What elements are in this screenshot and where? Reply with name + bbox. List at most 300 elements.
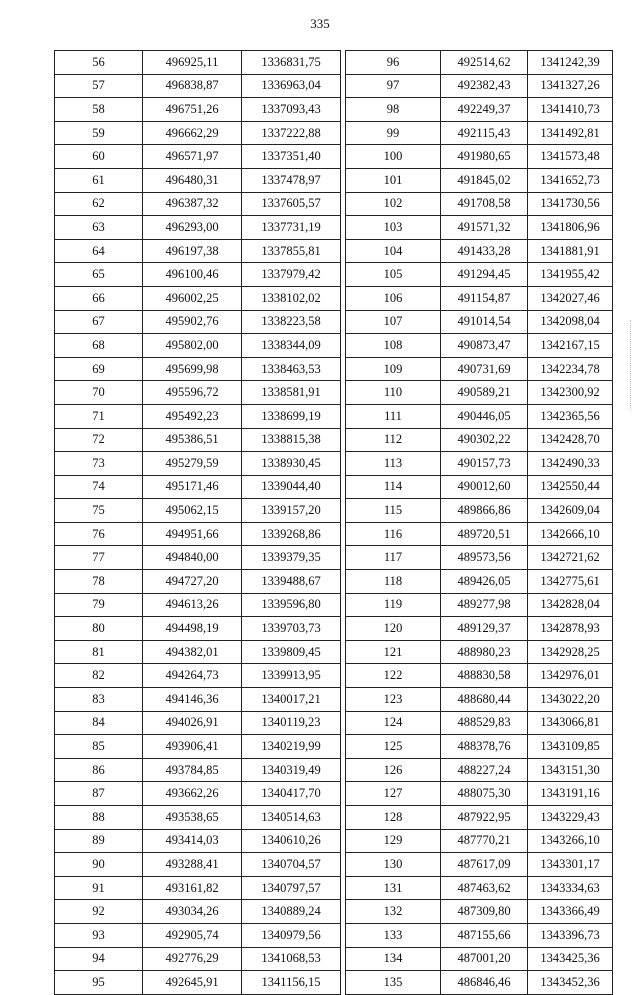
x-coordinate-cell: 488075,30 <box>441 782 528 806</box>
y-coordinate-cell: 1339809,45 <box>242 640 341 664</box>
table-row <box>346 74 613 98</box>
table-row <box>346 145 613 169</box>
x-coordinate-cell: 491294,45 <box>441 263 528 287</box>
y-coordinate-cell: 1339488,67 <box>242 570 341 594</box>
table-row <box>346 876 613 900</box>
x-coordinate-cell: 489573,56 <box>441 546 528 570</box>
y-coordinate-cell: 1342234,78 <box>528 357 613 381</box>
x-coordinate-cell: 490589,21 <box>441 381 528 405</box>
y-coordinate-cell: 1343452,36 <box>528 971 613 995</box>
x-coordinate-cell: 492249,37 <box>441 98 528 122</box>
point-number-cell: 92 <box>55 900 143 924</box>
table-row <box>346 310 613 334</box>
y-coordinate-cell: 1339044,40 <box>242 475 341 499</box>
point-number-cell: 116 <box>346 522 441 546</box>
table-row <box>346 688 613 712</box>
x-coordinate-cell: 496100,46 <box>143 263 242 287</box>
y-coordinate-cell: 1342775,61 <box>528 570 613 594</box>
y-coordinate-cell: 1337093,43 <box>242 98 341 122</box>
y-coordinate-cell: 1341156,15 <box>242 971 341 995</box>
table-row <box>55 121 341 145</box>
x-coordinate-cell: 495279,59 <box>143 452 242 476</box>
table-row <box>55 452 341 476</box>
y-coordinate-cell: 1339913,95 <box>242 664 341 688</box>
table-row <box>55 357 341 381</box>
y-coordinate-cell: 1340417,70 <box>242 782 341 806</box>
table-row <box>346 664 613 688</box>
y-coordinate-cell: 1341652,73 <box>528 168 613 192</box>
point-number-cell: 123 <box>346 688 441 712</box>
point-number-cell: 87 <box>55 782 143 806</box>
x-coordinate-cell: 495171,46 <box>143 475 242 499</box>
y-coordinate-cell: 1338463,53 <box>242 357 341 381</box>
y-coordinate-cell: 1340889,24 <box>242 900 341 924</box>
x-coordinate-cell: 490157,73 <box>441 452 528 476</box>
x-coordinate-cell: 492645,91 <box>143 971 242 995</box>
x-coordinate-cell: 491014,54 <box>441 310 528 334</box>
point-number-cell: 101 <box>346 168 441 192</box>
x-coordinate-cell: 494840,00 <box>143 546 242 570</box>
table-row <box>346 98 613 122</box>
table-row <box>55 98 341 122</box>
x-coordinate-cell: 496002,25 <box>143 286 242 310</box>
y-coordinate-cell: 1343425,36 <box>528 947 613 971</box>
y-coordinate-cell: 1339379,35 <box>242 546 341 570</box>
x-coordinate-cell: 493906,41 <box>143 735 242 759</box>
x-coordinate-cell: 491980,65 <box>441 145 528 169</box>
table-row <box>346 947 613 971</box>
table-row <box>346 381 613 405</box>
table-row <box>55 428 341 452</box>
point-number-cell: 120 <box>346 617 441 641</box>
x-coordinate-cell: 490446,05 <box>441 404 528 428</box>
x-coordinate-cell: 488529,83 <box>441 711 528 735</box>
point-number-cell: 81 <box>55 640 143 664</box>
x-coordinate-cell: 487770,21 <box>441 829 528 853</box>
y-coordinate-cell: 1342666,10 <box>528 522 613 546</box>
table-row <box>55 239 341 263</box>
table-row <box>346 829 613 853</box>
point-number-cell: 118 <box>346 570 441 594</box>
table-row <box>55 735 341 759</box>
margin-dotted-line <box>630 320 632 410</box>
point-number-cell: 79 <box>55 593 143 617</box>
x-coordinate-cell: 493288,41 <box>143 853 242 877</box>
y-coordinate-cell: 1343191,16 <box>528 782 613 806</box>
y-coordinate-cell: 1337979,42 <box>242 263 341 287</box>
point-number-cell: 66 <box>55 286 143 310</box>
table-row <box>55 688 341 712</box>
point-number-cell: 127 <box>346 782 441 806</box>
point-number-cell: 58 <box>55 98 143 122</box>
point-number-cell: 72 <box>55 428 143 452</box>
y-coordinate-cell: 1338930,45 <box>242 452 341 476</box>
point-number-cell: 112 <box>346 428 441 452</box>
point-number-cell: 108 <box>346 334 441 358</box>
y-coordinate-cell: 1343066,81 <box>528 711 613 735</box>
x-coordinate-cell: 490873,47 <box>441 334 528 358</box>
coordinates-table-right <box>345 50 613 995</box>
x-coordinate-cell: 496480,31 <box>143 168 242 192</box>
y-coordinate-cell: 1342027,46 <box>528 286 613 310</box>
table-row <box>346 640 613 664</box>
y-coordinate-cell: 1342721,62 <box>528 546 613 570</box>
table-row <box>346 711 613 735</box>
y-coordinate-cell: 1342300,92 <box>528 381 613 405</box>
table-row <box>346 121 613 145</box>
point-number-cell: 70 <box>55 381 143 405</box>
x-coordinate-cell: 494727,20 <box>143 570 242 594</box>
table-row <box>55 570 341 594</box>
table-row <box>55 947 341 971</box>
point-number-cell: 62 <box>55 192 143 216</box>
y-coordinate-cell: 1341242,39 <box>528 51 613 75</box>
point-number-cell: 90 <box>55 853 143 877</box>
x-coordinate-cell: 488680,44 <box>441 688 528 712</box>
y-coordinate-cell: 1341730,56 <box>528 192 613 216</box>
table-row <box>55 334 341 358</box>
table-row <box>346 357 613 381</box>
table-row <box>346 428 613 452</box>
point-number-cell: 64 <box>55 239 143 263</box>
y-coordinate-cell: 1343366,49 <box>528 900 613 924</box>
x-coordinate-cell: 488227,24 <box>441 758 528 782</box>
point-number-cell: 93 <box>55 923 143 947</box>
table-row <box>55 522 341 546</box>
point-number-cell: 129 <box>346 829 441 853</box>
x-coordinate-cell: 489129,37 <box>441 617 528 641</box>
table-row <box>346 570 613 594</box>
table-row <box>346 263 613 287</box>
x-coordinate-cell: 493414,03 <box>143 829 242 853</box>
table-row <box>55 546 341 570</box>
y-coordinate-cell: 1338223,58 <box>242 310 341 334</box>
point-number-cell: 125 <box>346 735 441 759</box>
y-coordinate-cell: 1338102,02 <box>242 286 341 310</box>
x-coordinate-cell: 489720,51 <box>441 522 528 546</box>
table-row <box>346 735 613 759</box>
y-coordinate-cell: 1343334,63 <box>528 876 613 900</box>
x-coordinate-cell: 493662,26 <box>143 782 242 806</box>
point-number-cell: 124 <box>346 711 441 735</box>
table-row <box>55 971 341 995</box>
point-number-cell: 134 <box>346 947 441 971</box>
point-number-cell: 113 <box>346 452 441 476</box>
table-row <box>346 475 613 499</box>
y-coordinate-cell: 1337731,19 <box>242 216 341 240</box>
table-row <box>55 829 341 853</box>
table-row <box>55 381 341 405</box>
y-coordinate-cell: 1339268,86 <box>242 522 341 546</box>
y-coordinate-cell: 1337478,97 <box>242 168 341 192</box>
x-coordinate-cell: 487922,95 <box>441 806 528 830</box>
table-row <box>55 404 341 428</box>
y-coordinate-cell: 1342976,01 <box>528 664 613 688</box>
point-number-cell: 80 <box>55 617 143 641</box>
point-number-cell: 104 <box>346 239 441 263</box>
y-coordinate-cell: 1340219,99 <box>242 735 341 759</box>
y-coordinate-cell: 1336963,04 <box>242 74 341 98</box>
point-number-cell: 133 <box>346 923 441 947</box>
table-row <box>55 923 341 947</box>
point-number-cell: 122 <box>346 664 441 688</box>
x-coordinate-cell: 495062,15 <box>143 499 242 523</box>
table-row <box>55 617 341 641</box>
x-coordinate-cell: 493034,26 <box>143 900 242 924</box>
x-coordinate-cell: 496293,00 <box>143 216 242 240</box>
x-coordinate-cell: 488980,23 <box>441 640 528 664</box>
x-coordinate-cell: 487155,66 <box>441 923 528 947</box>
point-number-cell: 91 <box>55 876 143 900</box>
point-number-cell: 75 <box>55 499 143 523</box>
point-number-cell: 97 <box>346 74 441 98</box>
point-number-cell: 63 <box>55 216 143 240</box>
point-number-cell: 65 <box>55 263 143 287</box>
x-coordinate-cell: 486846,46 <box>441 971 528 995</box>
point-number-cell: 84 <box>55 711 143 735</box>
table-row <box>346 452 613 476</box>
table-row <box>55 310 341 334</box>
point-number-cell: 88 <box>55 806 143 830</box>
x-coordinate-cell: 495802,00 <box>143 334 242 358</box>
y-coordinate-cell: 1341327,26 <box>528 74 613 98</box>
y-coordinate-cell: 1343266,10 <box>528 829 613 853</box>
point-number-cell: 117 <box>346 546 441 570</box>
x-coordinate-cell: 496662,29 <box>143 121 242 145</box>
y-coordinate-cell: 1342490,33 <box>528 452 613 476</box>
table-row <box>346 522 613 546</box>
y-coordinate-cell: 1338815,38 <box>242 428 341 452</box>
table-row <box>55 168 341 192</box>
point-number-cell: 59 <box>55 121 143 145</box>
table-row <box>55 853 341 877</box>
y-coordinate-cell: 1337351,40 <box>242 145 341 169</box>
x-coordinate-cell: 492115,43 <box>441 121 528 145</box>
y-coordinate-cell: 1343229,43 <box>528 806 613 830</box>
y-coordinate-cell: 1338581,91 <box>242 381 341 405</box>
y-coordinate-cell: 1342428,70 <box>528 428 613 452</box>
point-number-cell: 130 <box>346 853 441 877</box>
table-row <box>55 145 341 169</box>
x-coordinate-cell: 493538,65 <box>143 806 242 830</box>
table-row <box>346 192 613 216</box>
point-number-cell: 56 <box>55 51 143 75</box>
y-coordinate-cell: 1342550,44 <box>528 475 613 499</box>
point-number-cell: 60 <box>55 145 143 169</box>
point-number-cell: 115 <box>346 499 441 523</box>
y-coordinate-cell: 1338699,19 <box>242 404 341 428</box>
x-coordinate-cell: 493161,82 <box>143 876 242 900</box>
point-number-cell: 74 <box>55 475 143 499</box>
point-number-cell: 67 <box>55 310 143 334</box>
y-coordinate-cell: 1343301,17 <box>528 853 613 877</box>
x-coordinate-cell: 496838,87 <box>143 74 242 98</box>
point-number-cell: 110 <box>346 381 441 405</box>
x-coordinate-cell: 492514,62 <box>441 51 528 75</box>
y-coordinate-cell: 1343109,85 <box>528 735 613 759</box>
point-number-cell: 78 <box>55 570 143 594</box>
y-coordinate-cell: 1342167,15 <box>528 334 613 358</box>
table-row <box>55 192 341 216</box>
x-coordinate-cell: 488378,76 <box>441 735 528 759</box>
x-coordinate-cell: 496387,32 <box>143 192 242 216</box>
x-coordinate-cell: 495386,51 <box>143 428 242 452</box>
table-row <box>55 286 341 310</box>
y-coordinate-cell: 1341806,96 <box>528 216 613 240</box>
y-coordinate-cell: 1343022,20 <box>528 688 613 712</box>
table-row <box>55 74 341 98</box>
y-coordinate-cell: 1340704,57 <box>242 853 341 877</box>
y-coordinate-cell: 1340610,26 <box>242 829 341 853</box>
table-row <box>346 853 613 877</box>
table-row <box>346 334 613 358</box>
x-coordinate-cell: 489866,86 <box>441 499 528 523</box>
x-coordinate-cell: 496925,11 <box>143 51 242 75</box>
y-coordinate-cell: 1341955,42 <box>528 263 613 287</box>
x-coordinate-cell: 496751,26 <box>143 98 242 122</box>
point-number-cell: 111 <box>346 404 441 428</box>
table-row <box>55 664 341 688</box>
x-coordinate-cell: 490302,22 <box>441 428 528 452</box>
table-row <box>346 546 613 570</box>
point-number-cell: 77 <box>55 546 143 570</box>
x-coordinate-cell: 487001,20 <box>441 947 528 971</box>
y-coordinate-cell: 1340017,21 <box>242 688 341 712</box>
x-coordinate-cell: 492905,74 <box>143 923 242 947</box>
table-row <box>55 51 341 75</box>
x-coordinate-cell: 494498,19 <box>143 617 242 641</box>
y-coordinate-cell: 1336831,75 <box>242 51 341 75</box>
table-row <box>346 782 613 806</box>
x-coordinate-cell: 495492,23 <box>143 404 242 428</box>
table-row <box>55 711 341 735</box>
table-row <box>55 216 341 240</box>
point-number-cell: 96 <box>346 51 441 75</box>
table-row <box>346 286 613 310</box>
y-coordinate-cell: 1340797,57 <box>242 876 341 900</box>
table-row <box>55 640 341 664</box>
y-coordinate-cell: 1340319,49 <box>242 758 341 782</box>
point-number-cell: 102 <box>346 192 441 216</box>
point-number-cell: 89 <box>55 829 143 853</box>
point-number-cell: 68 <box>55 334 143 358</box>
x-coordinate-cell: 491433,28 <box>441 239 528 263</box>
x-coordinate-cell: 489277,98 <box>441 593 528 617</box>
x-coordinate-cell: 496197,38 <box>143 239 242 263</box>
y-coordinate-cell: 1343151,30 <box>528 758 613 782</box>
point-number-cell: 119 <box>346 593 441 617</box>
x-coordinate-cell: 490731,69 <box>441 357 528 381</box>
x-coordinate-cell: 495902,76 <box>143 310 242 334</box>
x-coordinate-cell: 494951,66 <box>143 522 242 546</box>
point-number-cell: 107 <box>346 310 441 334</box>
y-coordinate-cell: 1342928,25 <box>528 640 613 664</box>
y-coordinate-cell: 1342098,04 <box>528 310 613 334</box>
point-number-cell: 126 <box>346 758 441 782</box>
table-row <box>55 263 341 287</box>
point-number-cell: 135 <box>346 971 441 995</box>
table-row <box>346 900 613 924</box>
x-coordinate-cell: 496571,97 <box>143 145 242 169</box>
point-number-cell: 83 <box>55 688 143 712</box>
point-number-cell: 85 <box>55 735 143 759</box>
point-number-cell: 86 <box>55 758 143 782</box>
table-row <box>346 617 613 641</box>
point-number-cell: 57 <box>55 74 143 98</box>
point-number-cell: 121 <box>346 640 441 664</box>
point-number-cell: 73 <box>55 452 143 476</box>
point-number-cell: 132 <box>346 900 441 924</box>
point-number-cell: 82 <box>55 664 143 688</box>
y-coordinate-cell: 1342828,04 <box>528 593 613 617</box>
y-coordinate-cell: 1339596,80 <box>242 593 341 617</box>
point-number-cell: 109 <box>346 357 441 381</box>
table-row <box>55 806 341 830</box>
y-coordinate-cell: 1338344,09 <box>242 334 341 358</box>
x-coordinate-cell: 494613,26 <box>143 593 242 617</box>
y-coordinate-cell: 1343396,73 <box>528 923 613 947</box>
point-number-cell: 95 <box>55 971 143 995</box>
point-number-cell: 94 <box>55 947 143 971</box>
point-number-cell: 103 <box>346 216 441 240</box>
point-number-cell: 100 <box>346 145 441 169</box>
x-coordinate-cell: 488830,58 <box>441 664 528 688</box>
x-coordinate-cell: 495699,98 <box>143 357 242 381</box>
table-row <box>55 900 341 924</box>
y-coordinate-cell: 1340119,23 <box>242 711 341 735</box>
y-coordinate-cell: 1342609,04 <box>528 499 613 523</box>
x-coordinate-cell: 491571,32 <box>441 216 528 240</box>
table-row <box>346 168 613 192</box>
point-number-cell: 61 <box>55 168 143 192</box>
y-coordinate-cell: 1339703,73 <box>242 617 341 641</box>
x-coordinate-cell: 494264,73 <box>143 664 242 688</box>
y-coordinate-cell: 1342878,93 <box>528 617 613 641</box>
table-row <box>346 404 613 428</box>
table-row <box>55 876 341 900</box>
point-number-cell: 128 <box>346 806 441 830</box>
point-number-cell: 76 <box>55 522 143 546</box>
page-number: 335 <box>310 16 330 31</box>
y-coordinate-cell: 1339157,20 <box>242 499 341 523</box>
table-row <box>346 499 613 523</box>
point-number-cell: 114 <box>346 475 441 499</box>
x-coordinate-cell: 493784,85 <box>143 758 242 782</box>
y-coordinate-cell: 1342365,56 <box>528 404 613 428</box>
table-row <box>346 593 613 617</box>
table-row <box>346 51 613 75</box>
x-coordinate-cell: 494146,36 <box>143 688 242 712</box>
y-coordinate-cell: 1340514,63 <box>242 806 341 830</box>
x-coordinate-cell: 491154,87 <box>441 286 528 310</box>
table-row <box>55 475 341 499</box>
x-coordinate-cell: 492382,43 <box>441 74 528 98</box>
x-coordinate-cell: 491708,58 <box>441 192 528 216</box>
y-coordinate-cell: 1341410,73 <box>528 98 613 122</box>
table-row <box>346 923 613 947</box>
point-number-cell: 106 <box>346 286 441 310</box>
x-coordinate-cell: 495596,72 <box>143 381 242 405</box>
y-coordinate-cell: 1340979,56 <box>242 923 341 947</box>
x-coordinate-cell: 494382,01 <box>143 640 242 664</box>
table-row <box>55 782 341 806</box>
point-number-cell: 71 <box>55 404 143 428</box>
table-row <box>55 593 341 617</box>
x-coordinate-cell: 487617,09 <box>441 853 528 877</box>
y-coordinate-cell: 1337605,57 <box>242 192 341 216</box>
coordinates-table-left <box>54 50 341 995</box>
y-coordinate-cell: 1341881,91 <box>528 239 613 263</box>
